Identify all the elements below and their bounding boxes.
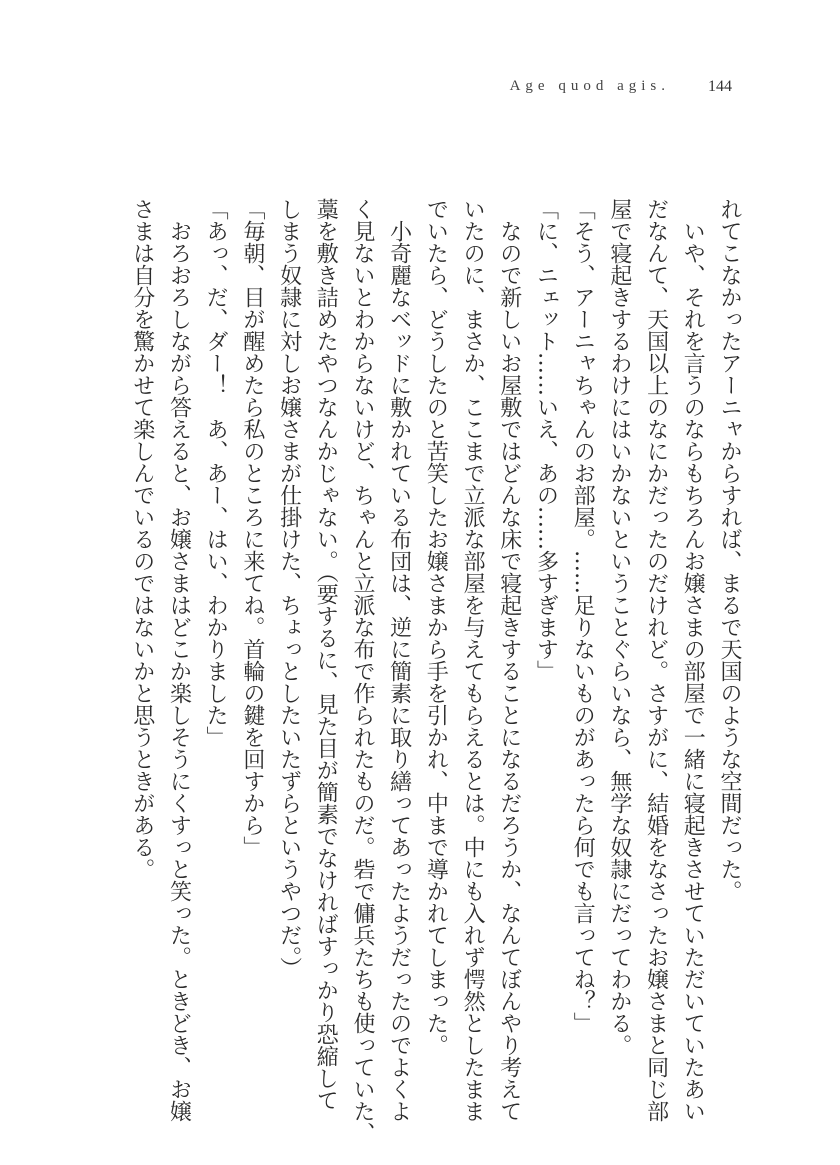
text-line: いたのに、まさか、ここまで立派な部屋を与えてもらえるとは。中にも入れず愕然としたまま bbox=[460, 198, 486, 1122]
text-line: 屋で寝起きするわけにはいかないということぐらいなら、無学な奴隷にだってわかる。 bbox=[606, 198, 632, 1056]
text-line: 「あっ、だ、ダー！ あ、あー、はい、わかりました」 bbox=[203, 198, 229, 748]
text-line: く見ないとわからないけど、ちゃんと立派な布で作られたものだ。砦で傭兵たちも使っていた、 bbox=[349, 198, 375, 1144]
text-line: いや、それを言うのならもちろんお嬢さまの部屋で一緒に寝起きさせていただいていたあい bbox=[680, 198, 706, 1122]
text-line: さまは自分を驚かせて楽しんでいるのではないかと思うときがある。 bbox=[129, 198, 155, 880]
page-number: 144 bbox=[708, 78, 732, 95]
text-line: でいたら、どうしたのと苦笑したお嬢さまから手を引かれ、中まで導かれてしまった。 bbox=[423, 198, 449, 1056]
text-line: 小奇麗なベッドに敷かれている布団は、逆に簡素に取り繕ってあったようだったのでよくよ bbox=[386, 198, 412, 1122]
text-line: だなんて、天国以上のなにかだったのだけれど。さすがに、結婚をなさったお嬢さまと同じ部 bbox=[643, 198, 669, 1122]
running-title: Age quod agis. bbox=[509, 78, 670, 94]
body-text bbox=[122, 198, 747, 1144]
text-line: 「に、ニェット……いえ、あの……多すぎます」 bbox=[533, 198, 559, 682]
text-line: おろおろしながら答えると、お嬢さまはどこか楽しそうにくすっと笑った。ときどき、お嬢 bbox=[166, 198, 192, 1122]
text-line: 藁を敷き詰めたやつなんかじゃない。（要するに、見た目が簡素でなければすっかり恐縮して bbox=[313, 198, 339, 1111]
text-line: なので新しいお屋敷ではどんな床で寝起きすることになるだろうか、なんてぼんやり考えて bbox=[496, 198, 522, 1122]
text-line: しまう奴隷に対しお嬢さまが仕掛けた、ちょっとしたいたずらというやつだ。） bbox=[276, 198, 302, 979]
text-line: 「そう、アーニャちゃんのお部屋。……足りないものがあったら何でも言ってね？」 bbox=[570, 198, 596, 1034]
text-line: れてこなかったアーニャからすれば、まるで天国のような空間だった。 bbox=[717, 198, 742, 902]
text-line: 「毎朝、目が醒めたら私のところに来てね。首輪の鍵を回すから」 bbox=[239, 198, 265, 858]
